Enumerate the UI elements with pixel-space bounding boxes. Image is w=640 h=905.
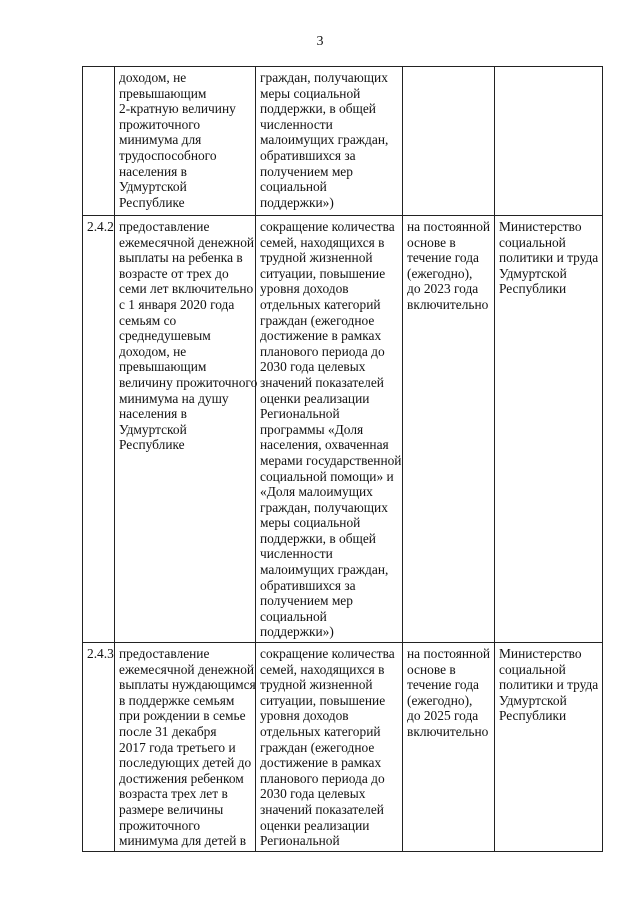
cell-line: возрасте от трех до [119,265,229,281]
cell-line: минимума для детей в [119,833,247,849]
measures-table [82,66,603,852]
cell-line: Республики [499,708,567,724]
cell-number [83,67,115,216]
cell-line: Региональной [260,833,340,849]
table-row [83,67,603,216]
cell-line: численности [260,116,333,132]
cell-line: оценки реализации [260,390,370,406]
cell-line: последующих детей до [119,755,252,771]
cell-line: Удмуртской [499,265,567,281]
cell-line: с 1 января 2020 года [119,296,235,312]
cell-line: малоимущих граждан, [260,132,389,148]
cell-line: граждан (ежегодное [260,312,375,328]
cell-result [256,67,403,216]
cell-line: поддержки, в общей [260,101,376,117]
cell-measure [115,216,256,643]
cell-line: социальной помощи» и [260,468,394,484]
cell-executor [495,67,603,216]
cell-line: Удмуртской [119,421,187,437]
cell-line: граждан (ежегодное [260,739,375,755]
table-row [83,643,603,852]
cell-line: 2030 года целевых [260,359,366,375]
cell-line: предоставление [119,219,210,234]
cell-line: численности [260,546,333,562]
cell-line: «Доля малоимущих [260,484,373,500]
cell-line: социальной [260,608,327,624]
cell-line: семи лет включительно [119,281,254,297]
cell-line: отдельных категорий [260,724,381,739]
cell-line: населения в [119,163,187,179]
cell-line: на постоянной [407,219,491,234]
cell-line: значений показателей [260,374,384,390]
cell-line: семей, находящихся в [260,234,385,250]
table-row [83,216,603,643]
cell-line: Региональной [260,406,340,422]
cell-line: размере величины [119,801,224,817]
cell-line: при рождении в семье [119,708,246,724]
page-number: 3 [316,34,324,49]
cell-line: достижение в рамках [260,755,382,771]
cell-executor [495,216,603,643]
cell-line: Республике [119,194,185,210]
cell-line: социальной [499,234,566,250]
cell-line: основе в [407,234,456,250]
cell-line: политики и труда [499,250,599,266]
cell-measure [115,67,256,216]
cell-line: Республики [499,281,567,297]
cell-line: меры социальной [260,85,361,101]
cell-result [256,216,403,643]
cell-term [403,216,495,643]
cell-line: трудоспособного [119,147,217,163]
cell-line: 2017 года третьего и [119,739,236,755]
cell-line: уровня доходов [260,281,349,297]
cell-line: Республике [119,437,185,453]
cell-line: превышающим [119,85,207,101]
cell-line: обратившихся за [260,577,356,593]
cell-result [256,643,403,852]
cell-line: мерами государственной [260,452,402,468]
cell-line: 2030 года целевых [260,786,366,802]
cell-number [83,216,115,643]
cell-line: основе в [407,661,456,677]
cell-line: поддержки, в общей [260,530,376,546]
cell-line: доходом, не [119,343,187,359]
cell-line: Удмуртской [499,692,567,708]
cell-line: политики и труда [499,677,599,693]
cell-line: ситуации, повышение [260,265,386,281]
cell-line: прожиточного [119,116,201,132]
cell-line: среднедушевым [119,328,211,344]
cell-line: превышающим [119,359,207,375]
cell-line: уровня доходов [260,708,349,724]
cell-line: выплаты нуждающимся [119,677,256,693]
cell-line: семей, находящихся в [260,661,385,677]
cell-measure [115,643,256,852]
cell-line: обратившихся за [260,147,356,163]
cell-line: выплаты на ребенка в [119,250,243,266]
cell-line: на постоянной [407,646,491,662]
cell-number [83,643,115,852]
cell-line: величину прожиточного [119,374,258,390]
cell-line: в поддержке семьям [119,692,235,708]
cell-line: значений показателей [260,801,384,817]
cell-line: трудной жизненной [260,677,373,693]
cell-line: населения, охваченная [260,437,389,453]
cell-term [403,643,495,852]
cell-line: 2.4.3 [87,646,114,662]
cell-line: включительно [407,724,489,739]
cell-line: населения в [119,406,187,422]
cell-line: минимума на душу [119,390,229,406]
cell-line: планового периода до [260,770,385,786]
cell-line: получением мер [260,163,353,179]
cell-line: сокращение количества [260,219,395,234]
cell-line: отдельных категорий [260,296,381,312]
cell-line: 2-кратную величину [119,101,236,117]
cell-line: программы «Доля [260,421,364,437]
cell-line: малоимущих граждан, [260,562,389,578]
cell-line: Министерство [499,646,582,662]
cell-line: ежемесячной денежной [119,661,255,677]
cell-line: прожиточного [119,817,201,833]
cell-executor [495,643,603,852]
cell-line: до 2025 года [407,708,479,724]
cell-line: трудной жизненной [260,250,373,266]
cell-line: социальной [499,661,566,677]
cell-line: планового периода до [260,343,385,359]
cell-line: ежемесячной денежной [119,234,255,250]
cell-line: достижения ребенком [119,770,244,786]
cell-line: возраста трех лет в [119,786,228,802]
cell-line: меры социальной [260,515,361,531]
cell-line: до 2023 года [407,281,479,297]
cell-line: граждан, получающих [260,70,388,85]
cell-line: 2.4.2 [87,219,114,234]
cell-term [403,67,495,216]
cell-line: минимума для [119,132,202,148]
cell-line: поддержки») [260,194,334,210]
cell-line: после 31 декабря [119,724,217,739]
cell-line: оценки реализации [260,817,370,833]
cell-line: течение года [407,677,479,693]
cell-line: сокращение количества [260,646,395,662]
cell-line: Министерство [499,219,582,234]
cell-line: (ежегодно), [407,265,473,281]
cell-line: течение года [407,250,479,266]
cell-line: получением мер [260,593,353,609]
cell-line: доходом, не [119,70,187,85]
cell-line: семьям со [119,312,177,328]
cell-line: граждан, получающих [260,499,388,515]
cell-line: Удмуртской [119,179,187,195]
cell-line: предоставление [119,646,210,662]
cell-line: достижение в рамках [260,328,382,344]
cell-line: социальной [260,179,327,195]
cell-line: поддержки») [260,624,334,640]
cell-line: включительно [407,296,489,312]
cell-line: ситуации, повышение [260,692,386,708]
cell-line: (ежегодно), [407,692,473,708]
